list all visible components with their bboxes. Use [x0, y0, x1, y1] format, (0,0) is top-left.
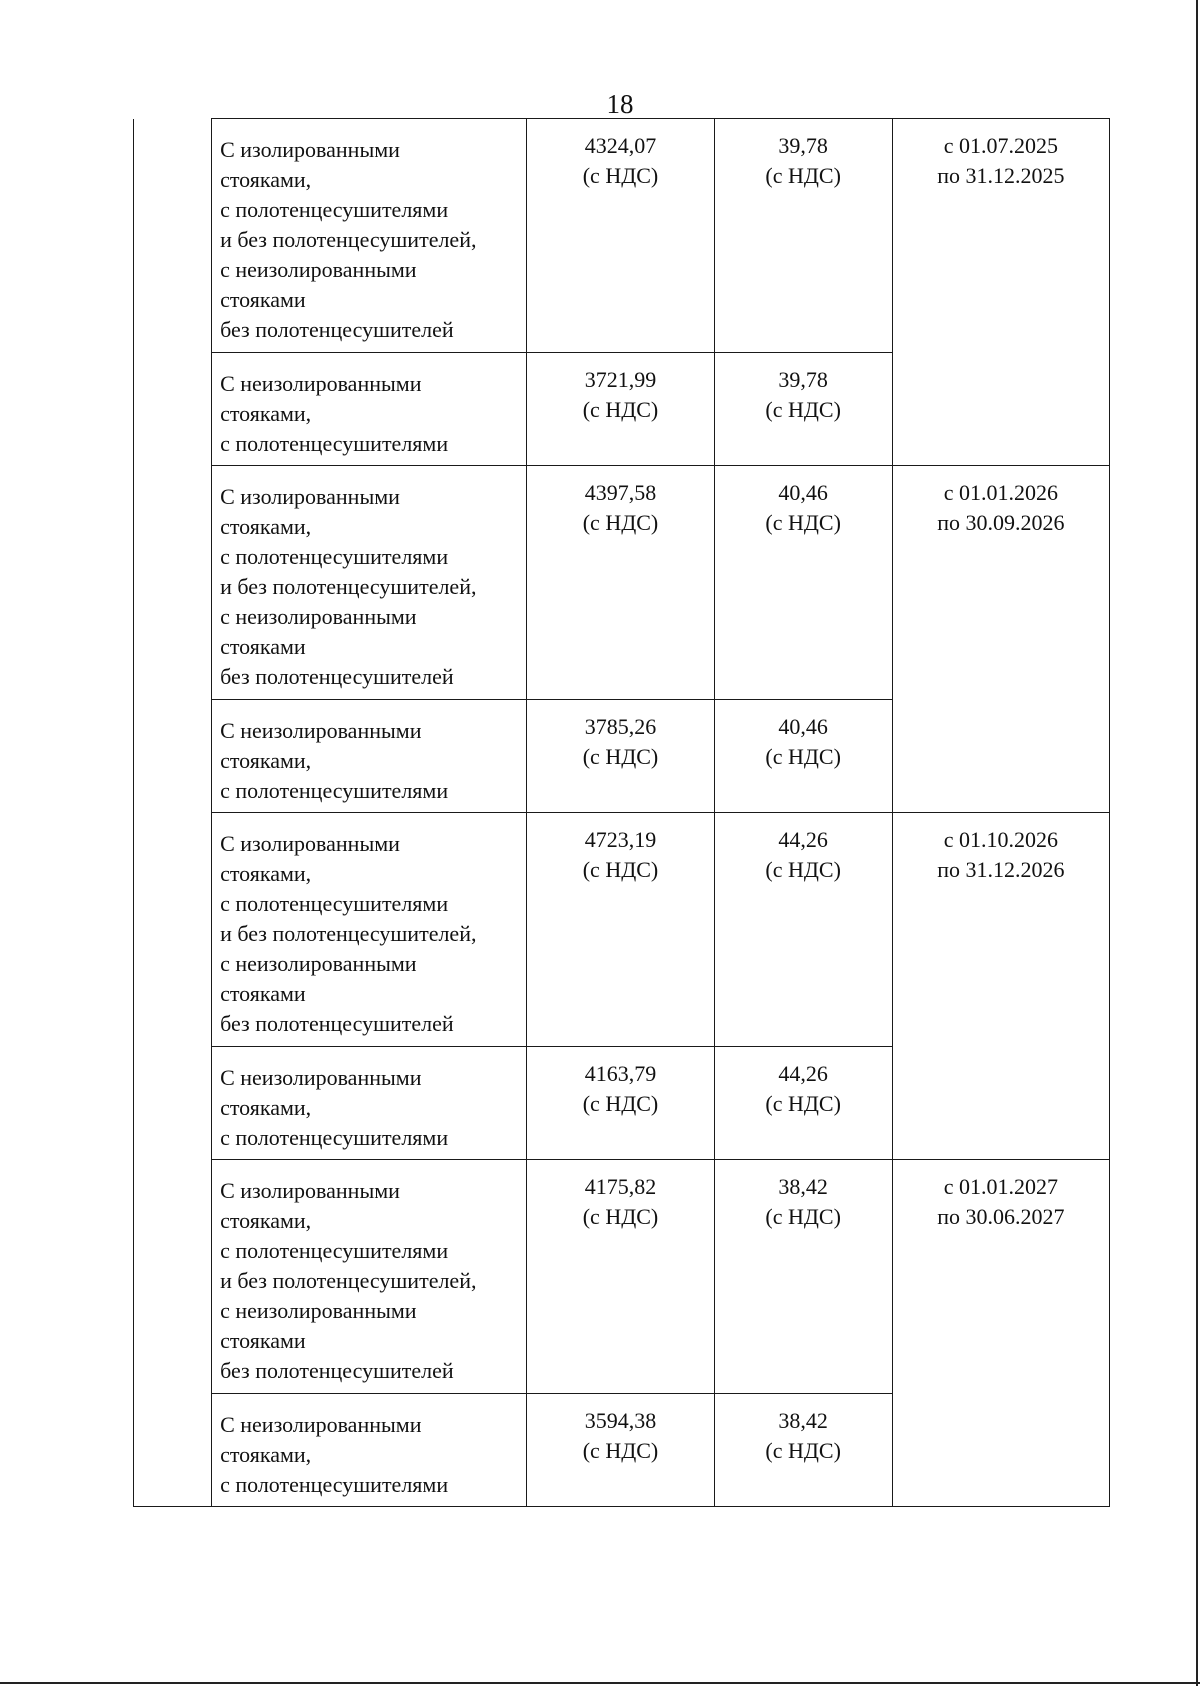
description-line: с полотенцесушителями — [220, 544, 449, 569]
description-line: С неизолированными — [220, 1065, 422, 1090]
component-value-cell — [714, 353, 892, 466]
description-line: без полотенцесушителей — [220, 664, 454, 689]
description-line: стояками, — [220, 861, 312, 886]
consumer-category-cell — [212, 353, 527, 466]
component-value: 44,26 — [778, 827, 828, 852]
component-value-cell — [714, 700, 892, 813]
description-line: стояками — [220, 634, 306, 659]
description-line: с полотенцесушителями — [220, 197, 449, 222]
vat-note: (с НДС) — [582, 857, 659, 882]
table-row — [134, 466, 1110, 700]
component-value: 39,78 — [778, 133, 828, 158]
page-number: 18 — [606, 89, 634, 119]
consumer-category-cell — [212, 119, 527, 353]
tariff-value: 4397,58 — [584, 480, 657, 505]
vat-note: (с НДС) — [765, 1204, 841, 1229]
description-line: стояками, — [220, 1208, 312, 1233]
period-start: с 01.10.2026 — [943, 827, 1058, 852]
description-line: С изолированными — [220, 831, 400, 856]
blank-column — [134, 119, 212, 1507]
period-start: с 01.01.2026 — [943, 480, 1058, 505]
period-end: по 31.12.2025 — [937, 163, 1065, 188]
description-line: С неизолированными — [220, 718, 422, 743]
validity-period-cell — [892, 466, 1109, 813]
component-value-cell — [714, 466, 892, 700]
component-value: 44,26 — [778, 1061, 828, 1086]
tariff-value-cell — [527, 466, 714, 700]
tariff-value: 3594,38 — [584, 1408, 657, 1433]
vat-note: (с НДС) — [765, 397, 841, 422]
description-line: С изолированными — [220, 484, 400, 509]
component-value: 40,46 — [778, 714, 828, 739]
description-line: с неизолированными — [220, 257, 417, 282]
tariff-value: 4723,19 — [584, 827, 657, 852]
description-line: стояками, — [220, 167, 312, 192]
vat-note: (с НДС) — [582, 744, 659, 769]
description-line: стояками, — [220, 514, 312, 539]
description-line: и без полотенцесушителей, — [220, 227, 477, 252]
component-value: 39,78 — [778, 367, 828, 392]
description-line: стояками, — [220, 401, 312, 426]
description-line: с полотенцесушителями — [220, 891, 449, 916]
description-line: с полотенцесушителями — [220, 778, 449, 803]
description-line: без полотенцесушителей — [220, 317, 454, 342]
description-line: стояками, — [220, 1095, 312, 1120]
period-start: с 01.01.2027 — [943, 1174, 1058, 1199]
description-line: стояками, — [220, 748, 312, 773]
tariff-value: 3785,26 — [584, 714, 657, 739]
vat-note: (с НДС) — [582, 1438, 659, 1463]
consumer-category-cell — [212, 1394, 527, 1507]
description-line: С изолированными — [220, 137, 400, 162]
tariff-value: 4175,82 — [584, 1174, 657, 1199]
tariff-value-cell — [527, 353, 714, 466]
component-value: 38,42 — [778, 1408, 828, 1433]
consumer-category-cell — [212, 1160, 527, 1394]
description-line: с неизолированными — [220, 1298, 417, 1323]
period-start: с 01.07.2025 — [943, 133, 1058, 158]
tariff-value: 4163,79 — [584, 1061, 657, 1086]
description-line: и без полотенцесушителей, — [220, 574, 477, 599]
page-edge-right — [1196, 0, 1198, 1686]
description-line: С изолированными — [220, 1178, 400, 1203]
period-end: по 30.06.2027 — [937, 1204, 1065, 1229]
description-line: и без полотенцесушителей, — [220, 1268, 477, 1293]
vat-note: (с НДС) — [582, 163, 659, 188]
description-line: без полотенцесушителей — [220, 1011, 454, 1036]
description-line: стояками — [220, 287, 306, 312]
description-line: С неизолированными — [220, 1412, 422, 1437]
tariff-value-cell — [527, 119, 714, 353]
consumer-category-cell — [212, 1047, 527, 1160]
component-value-cell — [714, 1394, 892, 1507]
component-value-cell — [714, 119, 892, 353]
consumer-category-cell — [212, 466, 527, 700]
vat-note: (с НДС) — [582, 1091, 659, 1116]
description-line: с полотенцесушителями — [220, 1472, 449, 1497]
vat-note: (с НДС) — [765, 1091, 841, 1116]
description-line: стояками — [220, 1328, 306, 1353]
component-value-cell — [714, 1160, 892, 1394]
validity-period-cell — [892, 813, 1109, 1160]
vat-note: (с НДС) — [582, 1204, 659, 1229]
vat-note: (с НДС) — [765, 744, 841, 769]
validity-period-cell — [892, 119, 1109, 466]
consumer-category-cell — [212, 813, 527, 1047]
tariff-value-cell — [527, 1047, 714, 1160]
description-line: С неизолированными — [220, 371, 422, 396]
table-row — [134, 1160, 1110, 1394]
vat-note: (с НДС) — [765, 1438, 841, 1463]
description-line: без полотенцесушителей — [220, 1358, 454, 1383]
component-value: 40,46 — [778, 480, 828, 505]
vat-note: (с НДС) — [765, 510, 841, 535]
component-value-cell — [714, 813, 892, 1047]
description-line: стояками — [220, 981, 306, 1006]
page-edge-bottom — [0, 1682, 1200, 1684]
table-row — [134, 813, 1110, 1047]
tariff-value-cell — [527, 813, 714, 1047]
tariff-value-cell — [527, 700, 714, 813]
description-line: с неизолированными — [220, 604, 417, 629]
validity-period-cell — [892, 1160, 1109, 1507]
period-end: по 31.12.2026 — [937, 857, 1065, 882]
consumer-category-cell — [212, 700, 527, 813]
description-line: с неизолированными — [220, 951, 417, 976]
vat-note: (с НДС) — [582, 397, 659, 422]
vat-note: (с НДС) — [765, 163, 841, 188]
component-value-cell — [714, 1047, 892, 1160]
component-value: 38,42 — [778, 1174, 828, 1199]
table-row — [134, 119, 1110, 353]
tariff-value: 3721,99 — [584, 367, 657, 392]
vat-note: (с НДС) — [582, 510, 659, 535]
tariff-value: 4324,07 — [584, 133, 657, 158]
tariff-value-cell — [527, 1160, 714, 1394]
tariff-table — [133, 118, 1110, 1507]
description-line: и без полотенцесушителей, — [220, 921, 477, 946]
description-line: с полотенцесушителями — [220, 1125, 449, 1150]
description-line: стояками, — [220, 1442, 312, 1467]
vat-note: (с НДС) — [765, 857, 841, 882]
description-line: с полотенцесушителями — [220, 431, 449, 456]
period-end: по 30.09.2026 — [937, 510, 1065, 535]
description-line: с полотенцесушителями — [220, 1238, 449, 1263]
tariff-value-cell — [527, 1394, 714, 1507]
